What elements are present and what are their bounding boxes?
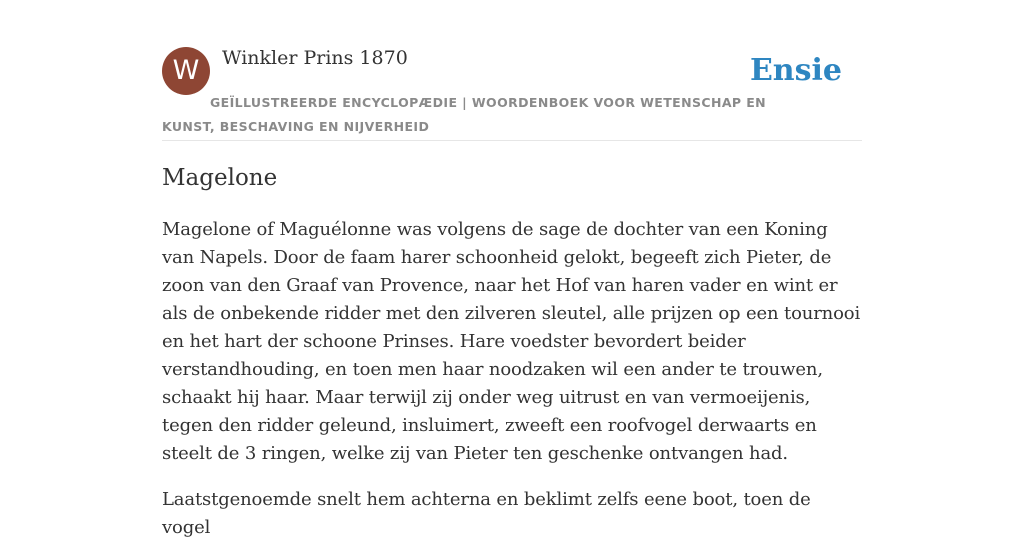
source-subtitle: GEÏLLUSTREERDE ENCYCLOPÆDIE | WOORDENBOEK VOOR WETENSCHAP EN KUNST, BESCHAVING EN NIJVERHEID [162, 95, 767, 134]
source-header [162, 46, 862, 141]
article-body [162, 216, 864, 560]
article-paragraph: Magelone of Maguélonne was volgens de sage de dochter van een Koning van Napels. Door de faam harer schoonheid gelokt, begeeft zich Pieter, de zoon van den Graaf van Provence, naar het Hof van haren vader en wint er als de onbekende ridder met den zilveren sleutel, alle prijzen op een tournooi en het hart der schoone Prinses. Hare voedster bevordert beider verstandhouding, en toen men haar noodzaken wil een ander te trouwen, schaakt hij haar. Maar terwijl zij onder weg uitrust en van vermoeijenis, tegen den ridder geleund, insluimert, zweeft een roofvogel derwaarts en steelt de 3 ringen, welke zij van Pieter ten geschenke ontvangen had. [162, 219, 861, 464]
article-paragraph: Laatstgenoemde snelt hem achterna en beklimt zelfs eene boot, toen de vogel [162, 489, 811, 538]
ensie-logo[interactable]: Ensie [749, 53, 842, 88]
source-avatar[interactable]: W [162, 47, 210, 95]
article-title: Magelone [162, 165, 278, 191]
source-title-link[interactable]: Winkler Prins 1870 [222, 47, 408, 69]
